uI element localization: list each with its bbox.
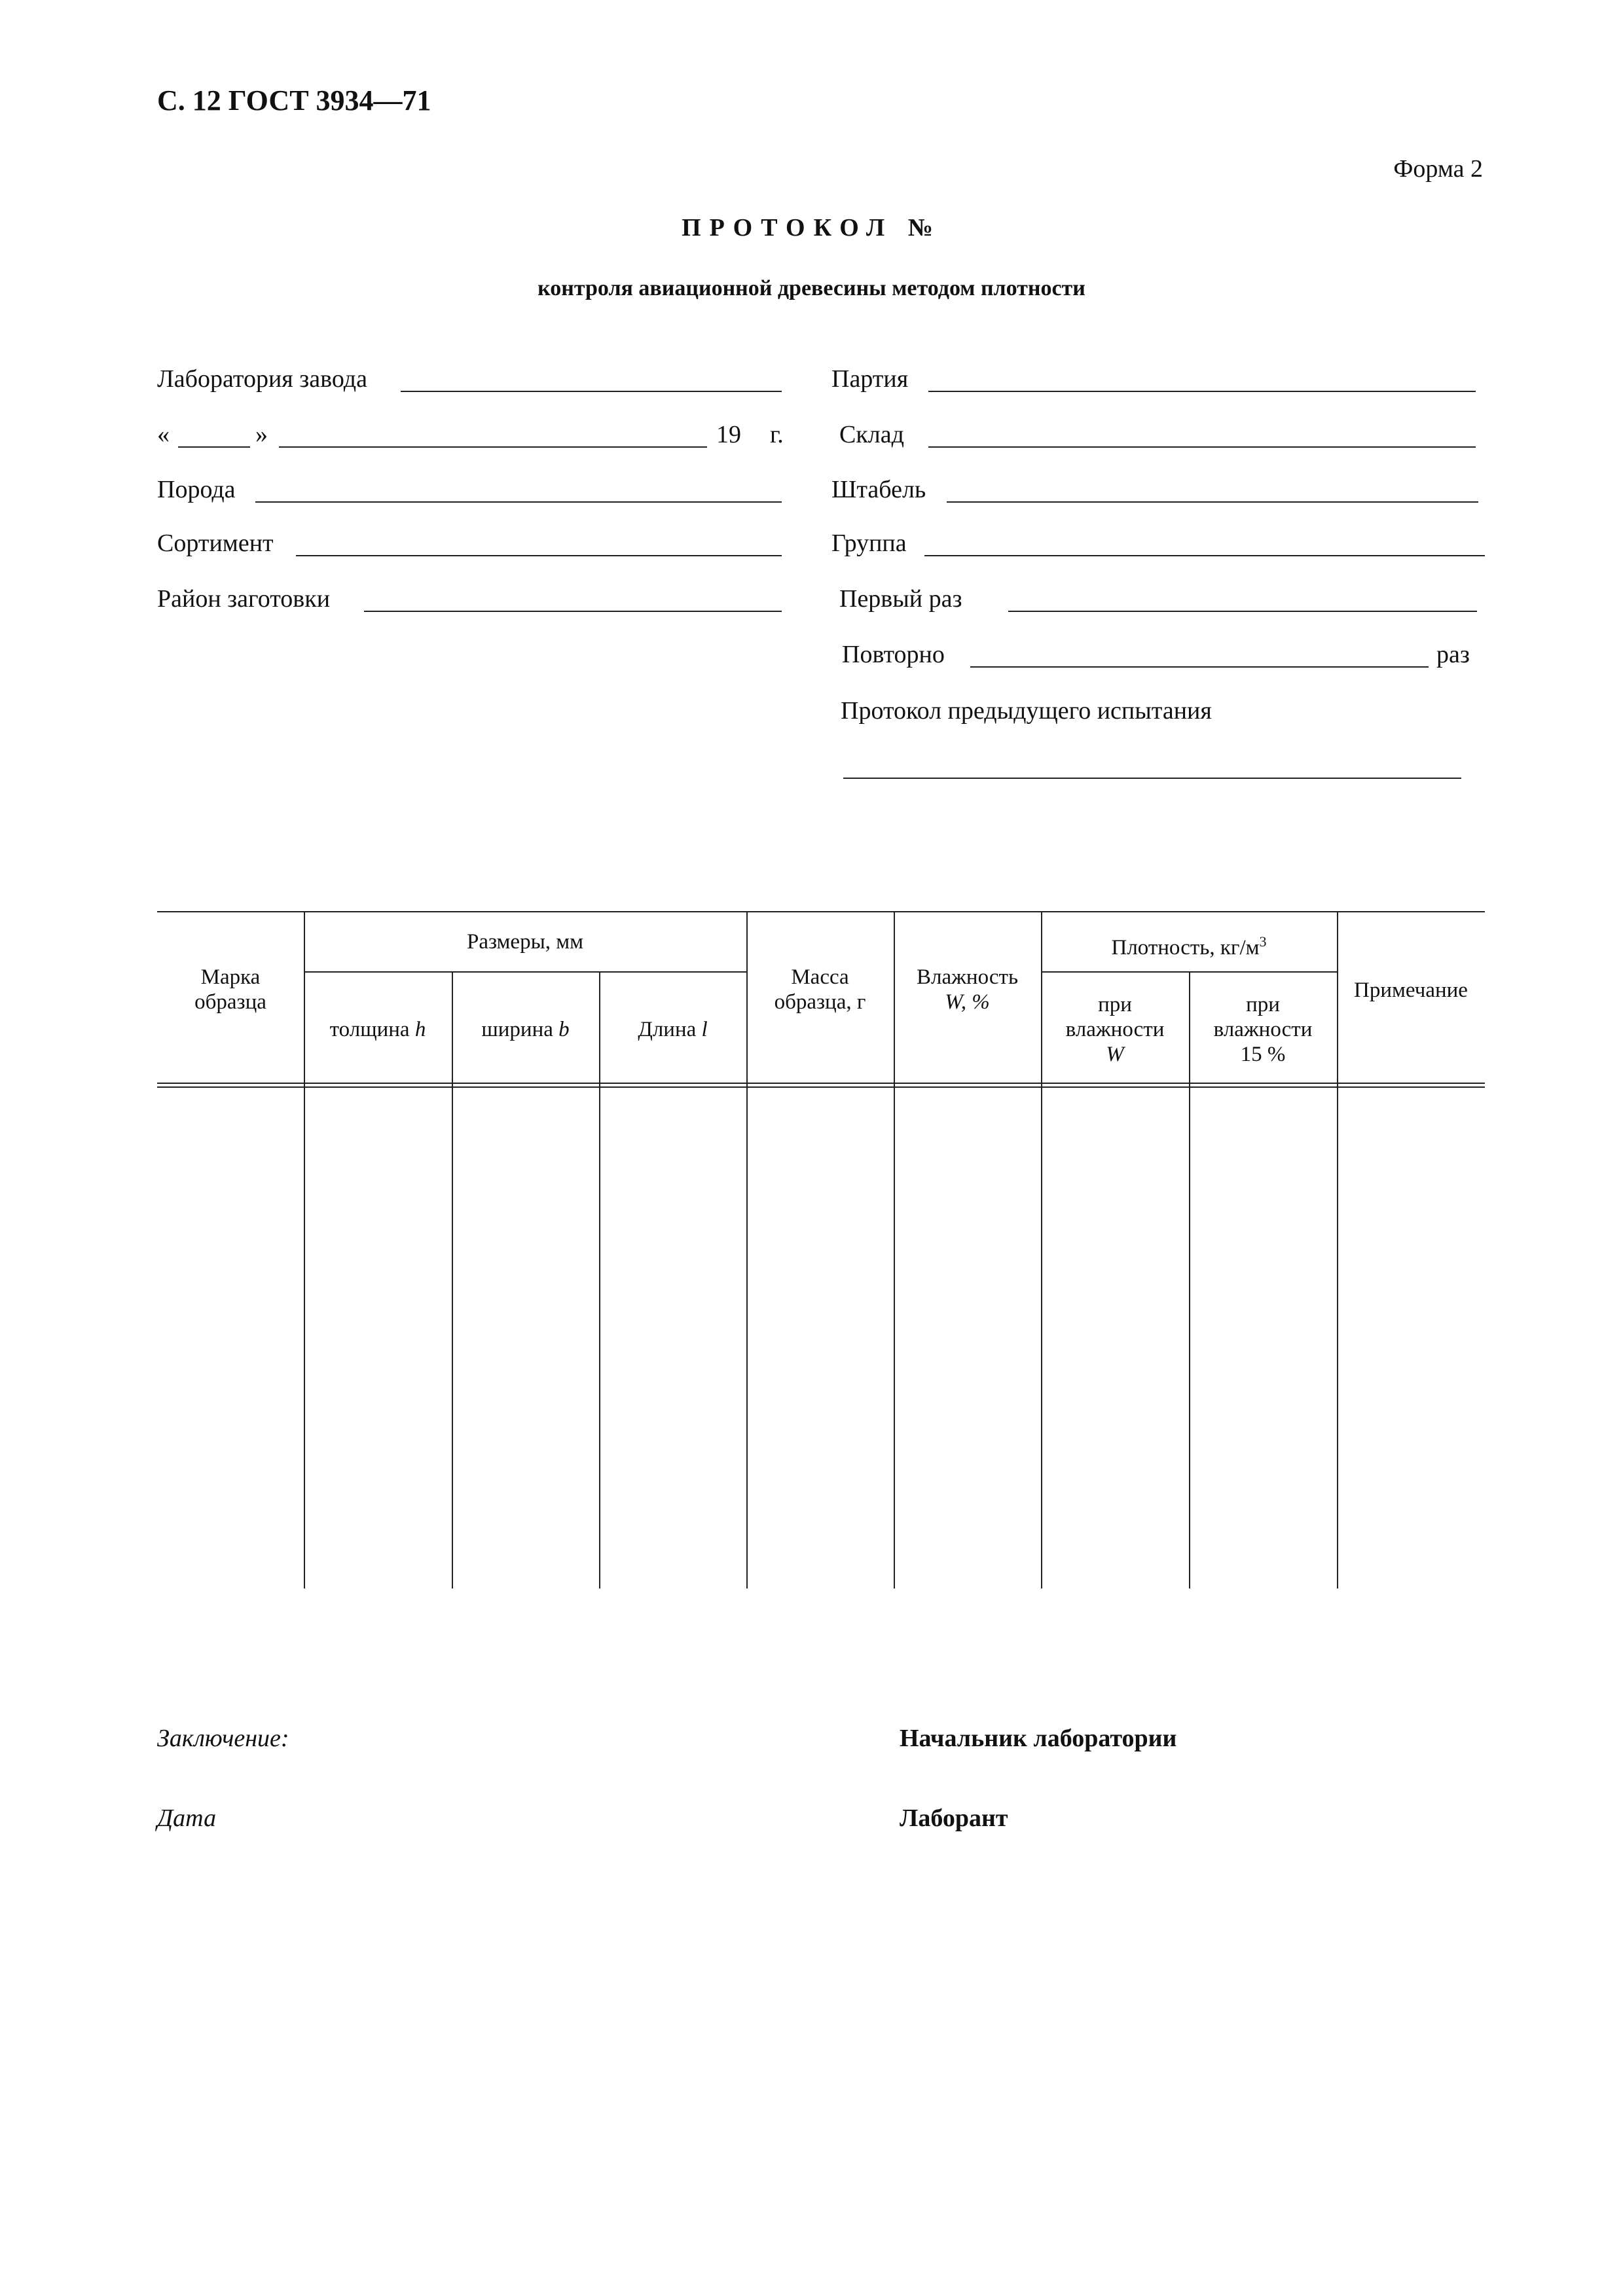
table-header-bottom-2 xyxy=(157,1086,1485,1088)
footer-conclusion: Заключение: xyxy=(157,1725,289,1752)
table-header-bottom-1 xyxy=(157,1083,1485,1084)
field-date-open-quote: « xyxy=(157,421,170,448)
field-year-prefix: 19 xyxy=(716,421,741,448)
field-region-label: Район заготовки xyxy=(157,585,331,613)
footer-head-of-lab: Начальник лаборатории xyxy=(900,1725,1177,1752)
field-species-label: Порода xyxy=(157,476,236,503)
footer-date: Дата xyxy=(157,1804,217,1832)
col-note: Примечание xyxy=(1354,978,1468,1002)
field-warehouse-label: Склад xyxy=(839,421,904,448)
field-warehouse-line[interactable] xyxy=(928,446,1476,448)
page-reference: С. 12 ГОСТ 3934—71 xyxy=(157,84,431,117)
field-previous-protocol-line[interactable] xyxy=(843,778,1461,779)
footer-lab-assistant: Лаборант xyxy=(900,1804,1008,1832)
field-first-time-label: Первый раз xyxy=(839,585,962,613)
field-repeat-suffix: раз xyxy=(1436,641,1470,668)
table-top-border xyxy=(157,911,1485,912)
col-thickness: толщина h xyxy=(329,1018,426,1041)
protocol-title: ПРОТОКОЛ № xyxy=(682,214,941,242)
field-month-line[interactable] xyxy=(279,446,707,448)
field-batch-label: Партия xyxy=(831,365,909,393)
table-col-divider xyxy=(599,971,600,1588)
table-col-divider xyxy=(1337,911,1338,1588)
field-lab-label: Лаборатория завода xyxy=(157,365,367,393)
field-group-line[interactable] xyxy=(924,555,1485,556)
field-date-close-quote: » xyxy=(255,421,268,448)
col-dimensions: Размеры, мм xyxy=(466,930,584,954)
field-lab-line[interactable] xyxy=(401,391,782,392)
col-moisture: Влажность W, % xyxy=(916,965,1019,1014)
col-density-at-15: при влажности 15 % xyxy=(1213,993,1313,1066)
table-dimensions-divider xyxy=(304,971,746,973)
table-col-divider xyxy=(452,971,453,1588)
field-year-suffix: г. xyxy=(770,421,784,448)
col-length: Длина l xyxy=(638,1018,708,1041)
field-species-line[interactable] xyxy=(255,501,782,503)
col-density: Плотность, $кг/м^3$ xyxy=(1111,933,1267,960)
field-assortment-label: Сортимент xyxy=(157,529,274,557)
field-assortment-line[interactable] xyxy=(296,555,782,556)
protocol-subtitle: контроля авиационной древесины методом плотности xyxy=(538,276,1085,300)
field-first-time-line[interactable] xyxy=(1008,611,1477,612)
field-stack-line[interactable] xyxy=(947,501,1478,503)
col-density-at-w: при влажности W xyxy=(1065,993,1165,1066)
field-group-label: Группа xyxy=(831,529,907,557)
field-batch-line[interactable] xyxy=(928,391,1476,392)
col-mass: Масса образца, г xyxy=(774,965,866,1014)
table-col-divider xyxy=(304,911,305,1588)
col-width: ширина b xyxy=(481,1018,570,1041)
field-stack-label: Штабель xyxy=(831,476,926,503)
field-repeat-line[interactable] xyxy=(970,666,1429,668)
form-number: Форма 2 xyxy=(1393,155,1483,183)
col-sample-mark: Марка образца xyxy=(194,965,266,1014)
field-day-line[interactable] xyxy=(178,446,250,448)
field-region-line[interactable] xyxy=(364,611,782,612)
field-repeat-label: Повторно xyxy=(842,641,945,668)
field-previous-protocol-label: Протокол предыдущего испытания xyxy=(841,697,1212,725)
